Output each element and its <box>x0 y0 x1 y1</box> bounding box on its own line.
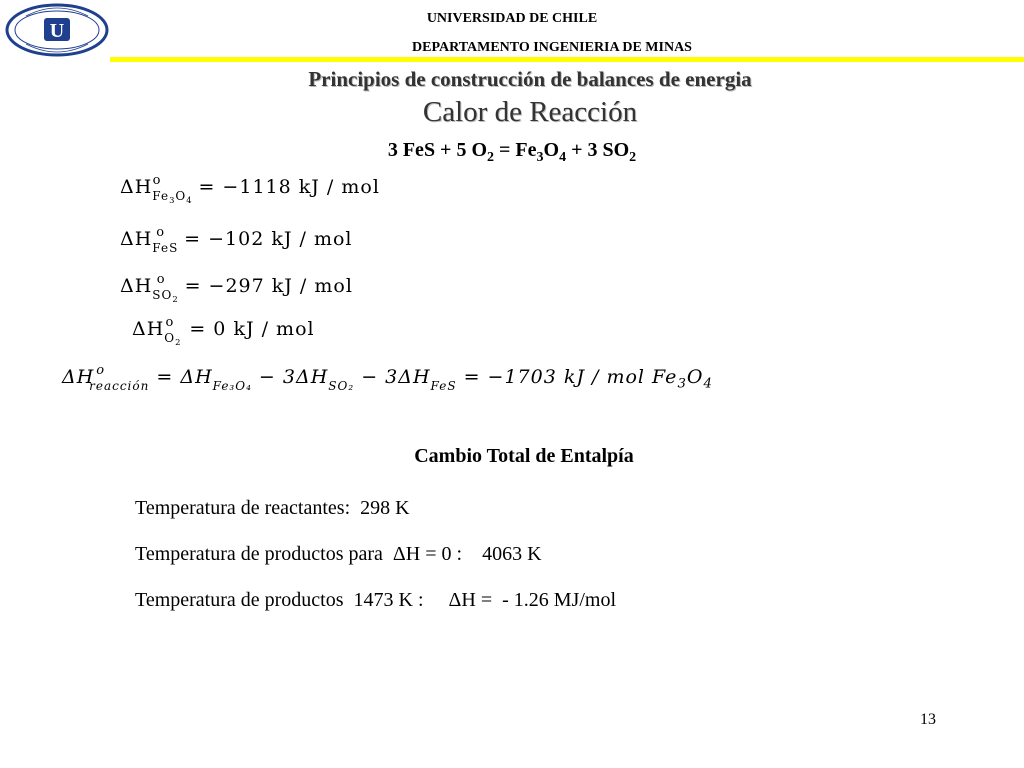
product-temperature-line: Temperatura de productos para ΔH = 0 : 4063 K <box>135 543 542 565</box>
slide-title: Calor de Reacción <box>422 96 638 128</box>
enthalpy-o2: $\Delta H_{O_2}^o = 0$ kJ / mol <box>132 315 315 347</box>
enthalpy-fes: $\Delta H_{FeS}^o = -102$ kJ / mol <box>120 225 353 255</box>
enthalpy-fe3o4: $\Delta H_{Fe_3O_4}^o = -1118$ kJ / mol <box>120 173 380 205</box>
product-enthalpy-line: Temperatura de productos 1473 K : ΔH = - 1.26 MJ/mol <box>135 589 616 611</box>
department-name: DEPARTAMENTO INGENIERIA DE MINAS <box>412 40 692 55</box>
reaction-enthalpy-equation: ΔH $^o_{reacción} = \Delta H_{Fe_3O_4} - 3\Delta H_{SO_2} - 3\Delta H_{FeS} = -1703$ kJ / mol $Fe_3O_4$ <box>62 363 713 393</box>
section-title: Cambio Total de Entalpía <box>414 445 634 467</box>
slide-subtitle: Principios de construcción de balances de energia <box>308 67 752 91</box>
university-name: UNIVERSIDAD DE CHILE <box>426 11 598 26</box>
reactant-temperature-line: Temperatura de reactantes: 298 K <box>135 497 410 519</box>
page-number: 13 <box>920 711 936 728</box>
header-rule <box>110 57 1024 62</box>
logo-letter: U <box>49 20 65 42</box>
reaction-equation: 3 FeS + 5 $O_2 = Fe_3O_4 + 3$ $SO_2$ <box>387 139 637 165</box>
enthalpy-so2: $\Delta H_{SO_2}^o = -297$ kJ / mol <box>120 272 353 304</box>
